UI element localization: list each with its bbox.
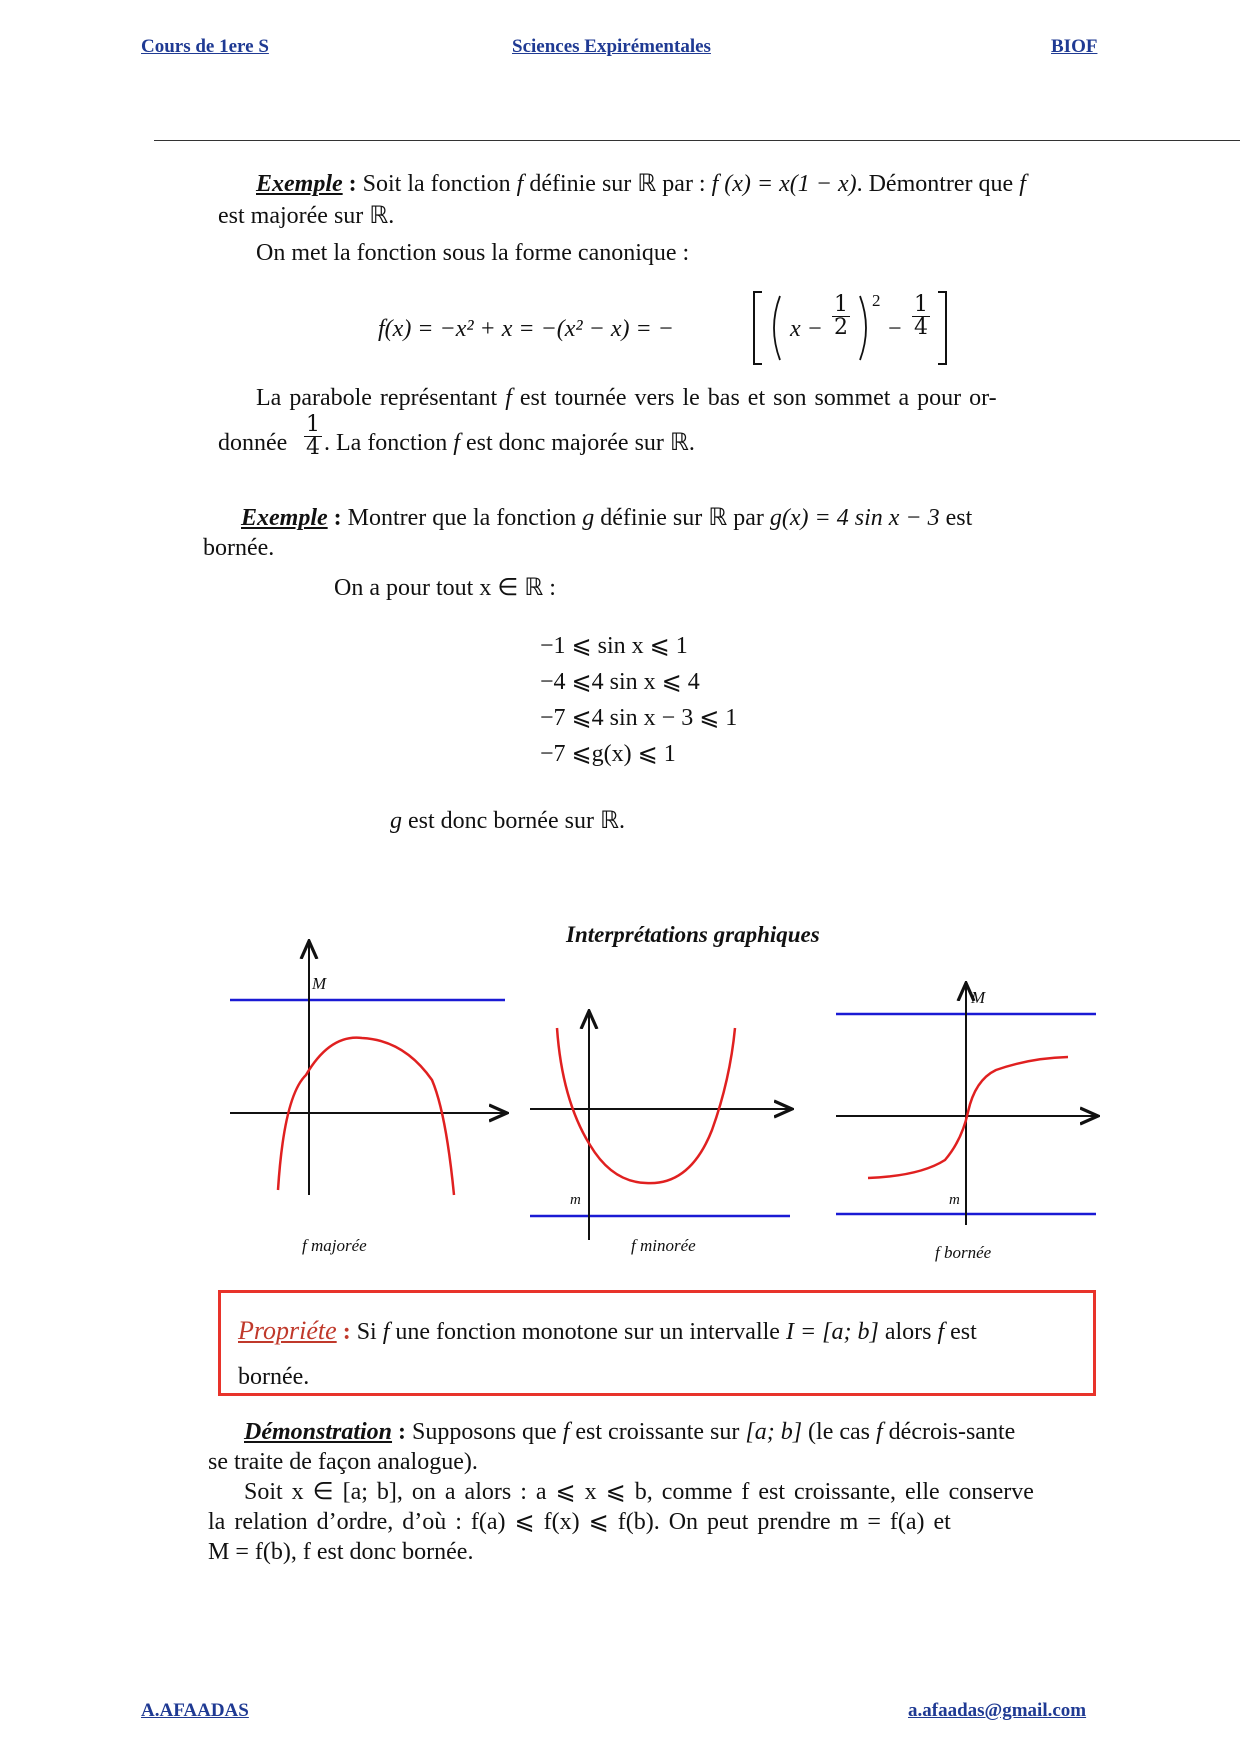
footer-author: A.AFAADAS bbox=[141, 1700, 249, 1721]
property-line1: Propriéte : Si f une fonction monotone sur un intervalle I = [a; b] alors f est bbox=[238, 1316, 977, 1345]
example2-intro: On a pour tout x ∈ ℝ : bbox=[334, 575, 556, 601]
example1-canonical-intro: On met la fonction sous la forme canonique : bbox=[256, 240, 690, 266]
graph-majoree bbox=[230, 943, 505, 1195]
footer-email[interactable]: a.afaadas@gmail.com bbox=[908, 1700, 1087, 1721]
example1-line1: Exemple : Soit la fonction f définie sur ℝ par : f (x) = x(1 − x). Démontrer que f bbox=[256, 171, 1026, 197]
canonical-equation-lhs: f(x) = −x² + x = −(x² − x) = − bbox=[378, 316, 674, 342]
example1-label: Exemple bbox=[256, 171, 343, 197]
property-line2: bornée. bbox=[238, 1364, 310, 1390]
inequality-line: −7 ⩽4 sin x − 3 ⩽ 1 bbox=[540, 705, 738, 731]
canonical-square: 2 bbox=[872, 291, 881, 310]
demo-line3: Soit x ∈ [a; b], on a alors : a ⩽ x ⩽ b, comme f est croissante, elle conserve bbox=[244, 1479, 1034, 1505]
example1-conclusion-line1: La parabole représentant f est tournée vers le bas et son sommet a pour or- bbox=[256, 385, 997, 411]
example2-label: Exemple bbox=[241, 505, 328, 531]
graph1-curve bbox=[278, 1038, 454, 1195]
graph1-label-M: M bbox=[312, 974, 327, 993]
graph-minoree bbox=[530, 1013, 790, 1240]
demo-line5: M = f(b), f est donc bornée. bbox=[208, 1539, 474, 1565]
example1-formula: f (x) = x(1 − x) bbox=[711, 171, 857, 197]
demo-line4: la relation d’ordre, d’où : f(a) ⩽ f(x) ⩽ f(b). On peut prendre m = f(a) et bbox=[208, 1509, 951, 1535]
graph2-curve bbox=[557, 1028, 735, 1183]
example2-formula: g(x) = 4 sin x − 3 bbox=[769, 505, 940, 531]
caption-minoree: f minorée bbox=[631, 1236, 696, 1255]
header-subject: Sciences Expirémentales bbox=[512, 36, 711, 57]
example1-line2: est majorée sur ℝ. bbox=[218, 203, 395, 229]
inequality-line: −1 ⩽ sin x ⩽ 1 bbox=[540, 633, 688, 659]
graph2-label-m: m bbox=[570, 1192, 581, 1208]
caption-bornee: f bornée bbox=[935, 1243, 992, 1262]
example2-line1: Exemple : Montrer que la fonction g définie sur ℝ par g(x) = 4 sin x − 3 est bbox=[241, 505, 973, 531]
fraction-quarter: $\frac{1}{4}$ bbox=[914, 292, 928, 340]
graph-bornee bbox=[836, 985, 1096, 1225]
graph3-label-M: M bbox=[971, 988, 986, 1007]
fraction-half: $\frac{1}{2}$ bbox=[834, 292, 848, 340]
example1-conclusion-line2b: . La fonction f est donc majorée sur ℝ. bbox=[324, 430, 695, 456]
canonical-x: x − bbox=[790, 316, 823, 342]
example2-line2: bornée. bbox=[203, 535, 275, 561]
inequality-line: −7 ⩽g(x) ⩽ 1 bbox=[540, 741, 676, 767]
inequality-line: −4 ⩽4 sin x ⩽ 4 bbox=[540, 669, 700, 695]
property-label: Propriéte bbox=[238, 1316, 337, 1345]
caption-majoree: f majorée bbox=[302, 1236, 367, 1255]
example2-conclusion: g est donc bornée sur ℝ. bbox=[390, 808, 625, 834]
header-course: Cours de 1ere S bbox=[141, 36, 269, 57]
header-track: BIOF bbox=[1051, 36, 1098, 57]
demo-line1: Démonstration : Supposons que f est croissante sur [a; b] (le cas f décrois-sante bbox=[244, 1419, 1016, 1445]
fraction-quarter-2: $\frac{1}{4}$ bbox=[306, 412, 320, 460]
example1-conclusion-line2: donnée bbox=[218, 430, 288, 456]
demo-line2: se traite de façon analogue). bbox=[208, 1449, 478, 1475]
canonical-minus: − bbox=[888, 316, 902, 342]
figure-title: Interprétations graphiques bbox=[566, 922, 820, 947]
graph3-curve bbox=[868, 1057, 1068, 1178]
demo-label: Démonstration bbox=[244, 1419, 393, 1445]
graph3-label-m: m bbox=[949, 1192, 960, 1208]
